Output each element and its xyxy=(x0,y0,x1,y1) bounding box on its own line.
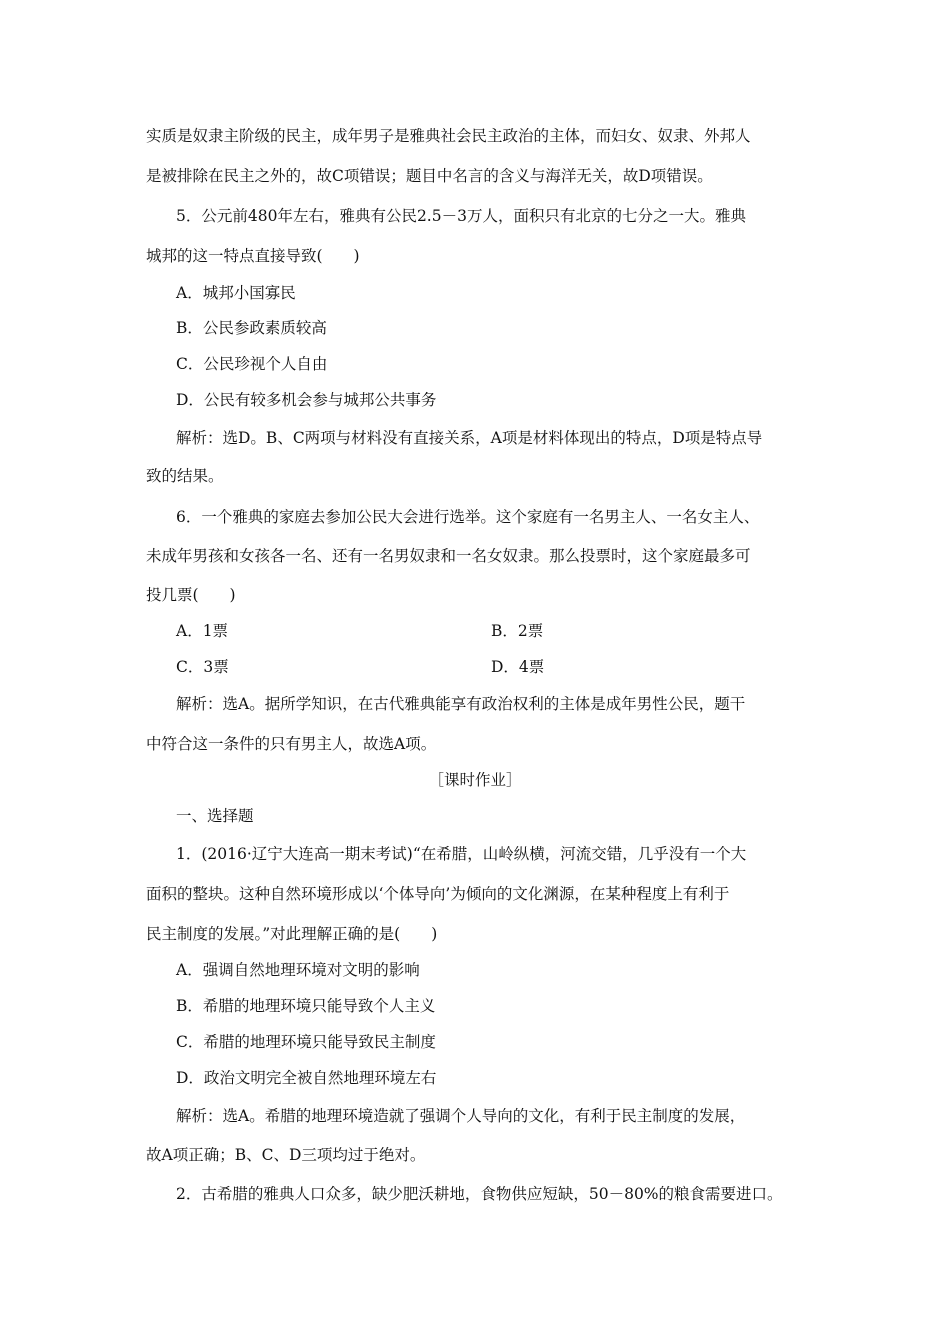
text-line: 是被排除在民主之外的，故C项错误；题目中名言的含义与海洋无关，故D项错误。 xyxy=(146,167,713,185)
option-c: C．3票 xyxy=(176,658,229,676)
option-b: B．公民参政素质较高 xyxy=(176,319,327,337)
text-line: 城邦的这一特点直接导致( ) xyxy=(146,247,360,265)
question-1-stem: 1．(2016·辽宁大连高一期末考试)“在希腊，山岭纵横，河流交错，几乎没有一个大 xyxy=(176,845,747,863)
text-line: 民主制度的发展。”对此理解正确的是( ) xyxy=(146,925,438,943)
text-line: 中符合这一条件的只有男主人，故选A项。 xyxy=(146,735,437,753)
option-a: A．1票 xyxy=(176,622,229,640)
question-6-stem: 6．一个雅典的家庭去参加公民大会进行选举。这个家庭有一名男主人、一名女主人、 xyxy=(176,508,760,526)
option-c: C．公民珍视个人自由 xyxy=(176,355,328,373)
option-b: B．2票 xyxy=(491,622,544,640)
analysis: 解析：选A。据所学知识，在古代雅典能享有政治权利的主体是成年男性公民，题干 xyxy=(176,695,746,713)
analysis: 解析：选D。B、C两项与材料没有直接关系，A项是材料体现出的特点，D项是特点导 xyxy=(176,429,763,447)
option-d: D．公民有较多机会参与城邦公共事务 xyxy=(176,391,437,409)
text-line: 致的结果。 xyxy=(146,467,224,485)
question-5-stem: 5．公元前480年左右，雅典有公民2.5－3万人，面积只有北京的七分之一大。雅典 xyxy=(176,207,746,225)
option-c: C．希腊的地理环境只能导致民主制度 xyxy=(176,1033,436,1051)
analysis: 解析：选A。希腊的地理环境造就了强调个人导向的文化，有利于民主制度的发展， xyxy=(176,1107,746,1125)
option-d: D．政治文明完全被自然地理环境左右 xyxy=(176,1069,437,1087)
option-d: D．4票 xyxy=(491,658,545,676)
option-a: A．城邦小国寡民 xyxy=(176,284,296,302)
option-a: A．强调自然地理环境对文明的影响 xyxy=(176,961,420,979)
question-2-stem: 2．古希腊的雅典人口众多，缺少肥沃耕地，食物供应短缺，50－80%的粮食需要进口。 xyxy=(176,1185,783,1203)
text-line: 未成年男孩和女孩各一名、还有一名男奴隶和一名女奴隶。那么投票时，这个家庭最多可 xyxy=(146,547,751,565)
option-b: B．希腊的地理环境只能导致个人主义 xyxy=(176,997,436,1015)
text-line: 实质是奴隶主阶级的民主，成年男子是雅典社会民主政治的主体，而妇女、奴隶、外邦人 xyxy=(146,127,751,145)
text-line: 面积的整块。这种自然环境形成以‘个体导向’为倾向的文化渊源，在某种程度上有利于 xyxy=(146,885,730,903)
text-line: 投几票( ) xyxy=(146,586,236,604)
text-line: 故A项正确；B、C、D三项均过于绝对。 xyxy=(146,1146,426,1164)
section-heading: ［课时作业］ xyxy=(428,771,522,789)
subsection-heading: 一、选择题 xyxy=(176,807,254,825)
